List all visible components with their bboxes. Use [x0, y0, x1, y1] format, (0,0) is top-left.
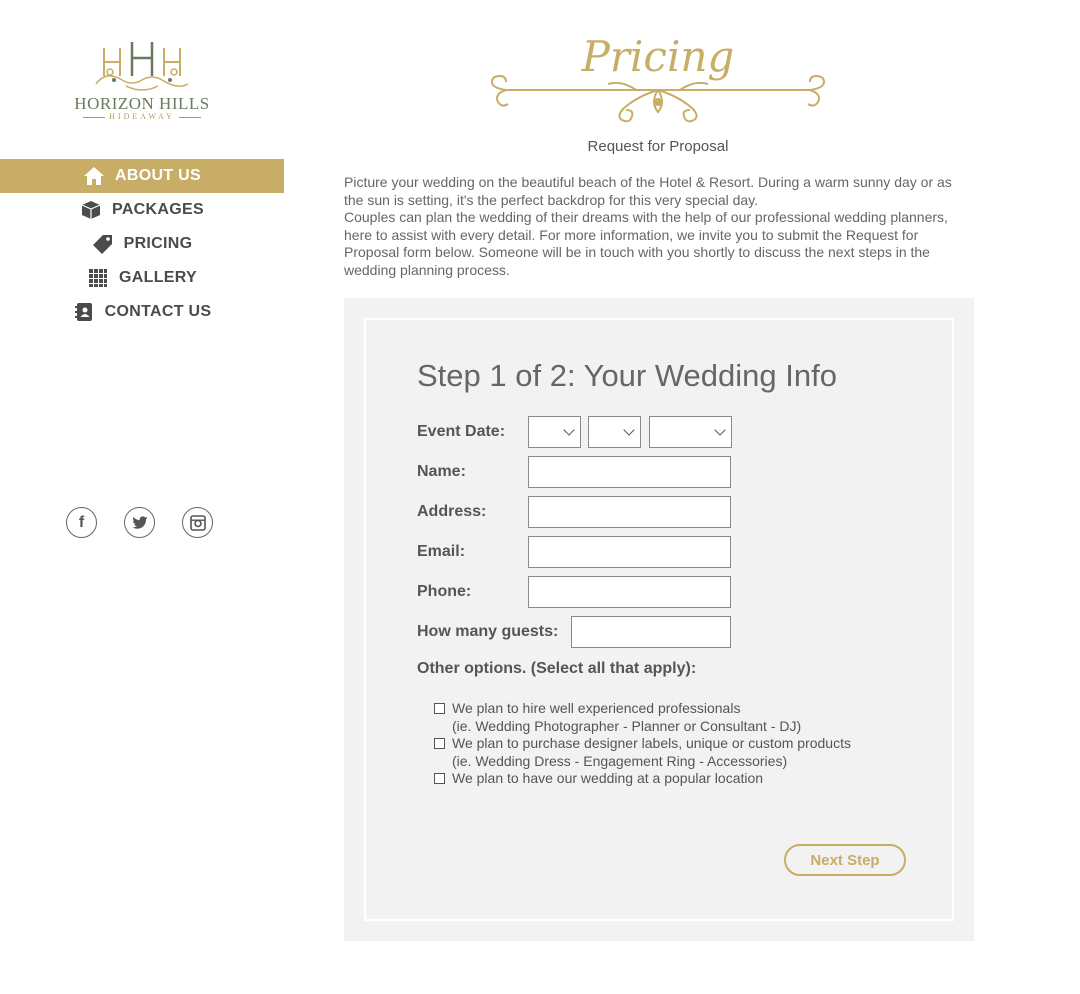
event-month-select[interactable] [528, 416, 581, 448]
nav-item-about-us[interactable] [0, 159, 284, 193]
checkbox[interactable] [434, 703, 445, 714]
phone-row [417, 576, 471, 608]
page-subtitle: Request for Proposal [587, 138, 729, 155]
option-line1: We plan to have our wedding at a popular location [452, 770, 764, 786]
nav-item-contact-us[interactable] [0, 295, 284, 329]
guests-input[interactable] [571, 616, 731, 648]
nav-label: CONTACT US [104, 303, 212, 320]
sidebar [0, 0, 284, 994]
twitter-icon[interactable] [124, 507, 155, 538]
name-label: Name: [417, 463, 466, 480]
checkbox[interactable] [434, 773, 445, 784]
brand-name: HORIZON HILLS [74, 94, 210, 113]
option-professionals[interactable] [434, 700, 801, 735]
rfp-form-panel [344, 298, 974, 941]
page-title-ornament [486, 30, 830, 130]
rfp-form [364, 318, 954, 921]
nav-label: PACKAGES [112, 201, 204, 218]
event-day-select[interactable] [588, 416, 641, 448]
social-links [66, 507, 213, 538]
address-book-icon [73, 301, 95, 323]
chevron-down-icon [623, 424, 634, 435]
event-date-label: Event Date: [417, 423, 506, 440]
option-text [452, 735, 851, 770]
nav-item-packages[interactable] [0, 193, 284, 227]
name-input[interactable] [528, 456, 731, 488]
brand-logo[interactable] [72, 38, 212, 124]
address-row [417, 496, 486, 528]
box-icon [80, 199, 102, 221]
facebook-icon[interactable]: f [66, 507, 97, 538]
address-input[interactable] [528, 496, 731, 528]
options-title: Other options. (Select all that apply): [417, 660, 697, 677]
email-input[interactable] [528, 536, 731, 568]
event-date-row [417, 416, 505, 448]
option-popular-location[interactable] [434, 770, 763, 788]
option-line1: We plan to purchase designer labels, unique or custom products [452, 735, 851, 751]
flourish-ornament [486, 74, 830, 126]
chevron-down-icon [563, 424, 574, 435]
nav-item-pricing[interactable] [0, 227, 284, 261]
checkbox[interactable] [434, 738, 445, 749]
email-label: Email: [417, 543, 466, 560]
intro-text [344, 174, 974, 279]
address-label: Address: [417, 503, 487, 520]
chevron-down-icon [714, 424, 725, 435]
option-designer-labels[interactable] [434, 735, 851, 770]
name-row [417, 456, 466, 488]
intro-paragraph: Couples can plan the wedding of their dreams with the help of our professional wedding planners, here to assist with every detail. For more information, we invite you to submit the Request for Proposal form below. Someone will be in touch with you shortly to discuss the next steps in the wedding planning process. [344, 209, 948, 278]
instagram-icon[interactable] [182, 507, 213, 538]
next-step-button[interactable]: Next Step [784, 844, 906, 876]
option-line2: (ie. Wedding Photographer - Planner or Consultant - DJ) [452, 717, 802, 734]
option-line1: We plan to hire well experienced professionals [452, 700, 741, 716]
brand-subname: HIDEAWAY [72, 112, 212, 121]
grid-icon [87, 267, 109, 289]
option-text [452, 700, 801, 735]
intro-paragraph: Picture your wedding on the beautiful beach of the Hotel & Resort. During a warm sunny day or as the sun is setting, it's the perfect backdrop for this very special day. [344, 174, 952, 208]
guests-row [417, 616, 558, 648]
nav-label: ABOUT US [115, 167, 201, 184]
nav-label: GALLERY [119, 269, 197, 286]
monogram-emblem [90, 38, 194, 94]
email-row [417, 536, 465, 568]
home-icon [83, 165, 105, 187]
step-title: Step 1 of 2: Your Wedding Info [417, 358, 837, 393]
phone-input[interactable] [528, 576, 731, 608]
option-text [452, 770, 763, 788]
option-line2: (ie. Wedding Dress - Engagement Ring - Accessories) [452, 752, 788, 769]
nav-item-gallery[interactable] [0, 261, 284, 295]
nav-label: PRICING [123, 235, 193, 252]
event-year-select[interactable] [649, 416, 732, 448]
page-title: Pricing [581, 32, 735, 81]
phone-label: Phone: [417, 583, 472, 600]
main-nav [0, 159, 284, 329]
tag-icon [92, 233, 114, 255]
guests-label: How many guests: [417, 623, 559, 640]
